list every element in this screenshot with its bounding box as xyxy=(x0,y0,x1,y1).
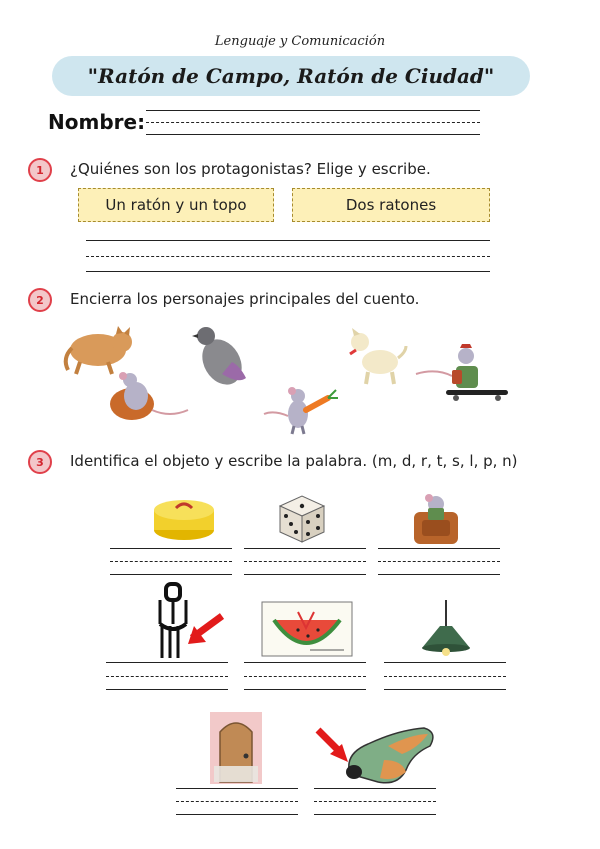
name-line-bottom[interactable] xyxy=(146,134,480,135)
answer-1-line-bottom[interactable] xyxy=(86,271,490,272)
question-number-2: 2 xyxy=(28,288,52,312)
name-line-dashed[interactable] xyxy=(146,122,480,123)
answer-1-line-top[interactable] xyxy=(86,240,490,241)
answer-cheese-line[interactable] xyxy=(110,548,232,549)
answer-die-line[interactable] xyxy=(244,548,366,549)
cheese-picture[interactable] xyxy=(152,496,216,542)
question-number-3: 3 xyxy=(28,450,52,474)
name-label: Nombre: xyxy=(48,110,146,134)
answer-die-line-bottom[interactable] xyxy=(244,574,366,575)
city-mouse-skateboard-picture[interactable] xyxy=(416,344,510,402)
answer-watermelon-line[interactable] xyxy=(244,662,366,663)
answer-door-line[interactable] xyxy=(176,788,298,789)
answer-door-dashed[interactable] xyxy=(176,801,298,802)
answer-watermelon-line-bottom[interactable] xyxy=(244,689,366,690)
subject-title: Lenguaje y Comunicación xyxy=(214,34,386,49)
name-line-top[interactable] xyxy=(146,110,480,111)
answer-nose-line[interactable] xyxy=(314,788,436,789)
answer-door-line-bottom[interactable] xyxy=(176,814,298,815)
fork-picture[interactable] xyxy=(150,580,232,662)
answer-cheese-dashed[interactable] xyxy=(110,561,232,562)
question-2-text: Encierra los personajes principales del cuento. xyxy=(70,290,420,308)
backpack-picture[interactable] xyxy=(408,490,464,546)
question-3-text: Identifica el objeto y escribe la palabra. (m, d, r, t, s, l, p, n) xyxy=(70,452,518,470)
answer-1-line-dashed[interactable] xyxy=(86,256,490,257)
answer-backpack-line[interactable] xyxy=(378,548,500,549)
answer-fork-line-bottom[interactable] xyxy=(106,689,228,690)
answer-backpack-dashed[interactable] xyxy=(378,561,500,562)
answer-fork-line[interactable] xyxy=(106,662,228,663)
nose-picture[interactable] xyxy=(314,720,440,788)
mouse-with-bag-picture[interactable] xyxy=(106,372,190,428)
answer-die-dashed[interactable] xyxy=(244,561,366,562)
answer-watermelon-dashed[interactable] xyxy=(244,676,366,677)
pigeon-picture[interactable] xyxy=(192,322,252,392)
answer-backpack-line-bottom[interactable] xyxy=(378,574,500,575)
story-title: "Ratón de Campo, Ratón de Ciudad" xyxy=(87,64,495,88)
title-banner xyxy=(52,56,530,96)
answer-lamp-dashed[interactable] xyxy=(384,676,506,677)
answer-cheese-line-bottom[interactable] xyxy=(110,574,232,575)
answer-nose-dashed[interactable] xyxy=(314,801,436,802)
answer-lamp-line[interactable] xyxy=(384,662,506,663)
mouse-with-carrot-picture[interactable] xyxy=(262,384,340,436)
answer-fork-dashed[interactable] xyxy=(106,676,228,677)
question-1-text: ¿Quiénes son los protagonistas? Elige y escribe. xyxy=(70,160,431,178)
watermelon-picture[interactable] xyxy=(260,600,354,658)
dog-picture[interactable] xyxy=(346,326,408,386)
answer-nose-line-bottom[interactable] xyxy=(314,814,436,815)
door-picture[interactable] xyxy=(210,712,262,784)
lamp-picture[interactable] xyxy=(418,600,474,660)
option-raton-y-topo[interactable]: Un ratón y un topo xyxy=(78,188,274,222)
die-picture[interactable] xyxy=(276,494,328,544)
cat-picture[interactable] xyxy=(60,318,134,376)
option-dos-ratones[interactable]: Dos ratones xyxy=(292,188,490,222)
answer-lamp-line-bottom[interactable] xyxy=(384,689,506,690)
question-number-1: 1 xyxy=(28,158,52,182)
